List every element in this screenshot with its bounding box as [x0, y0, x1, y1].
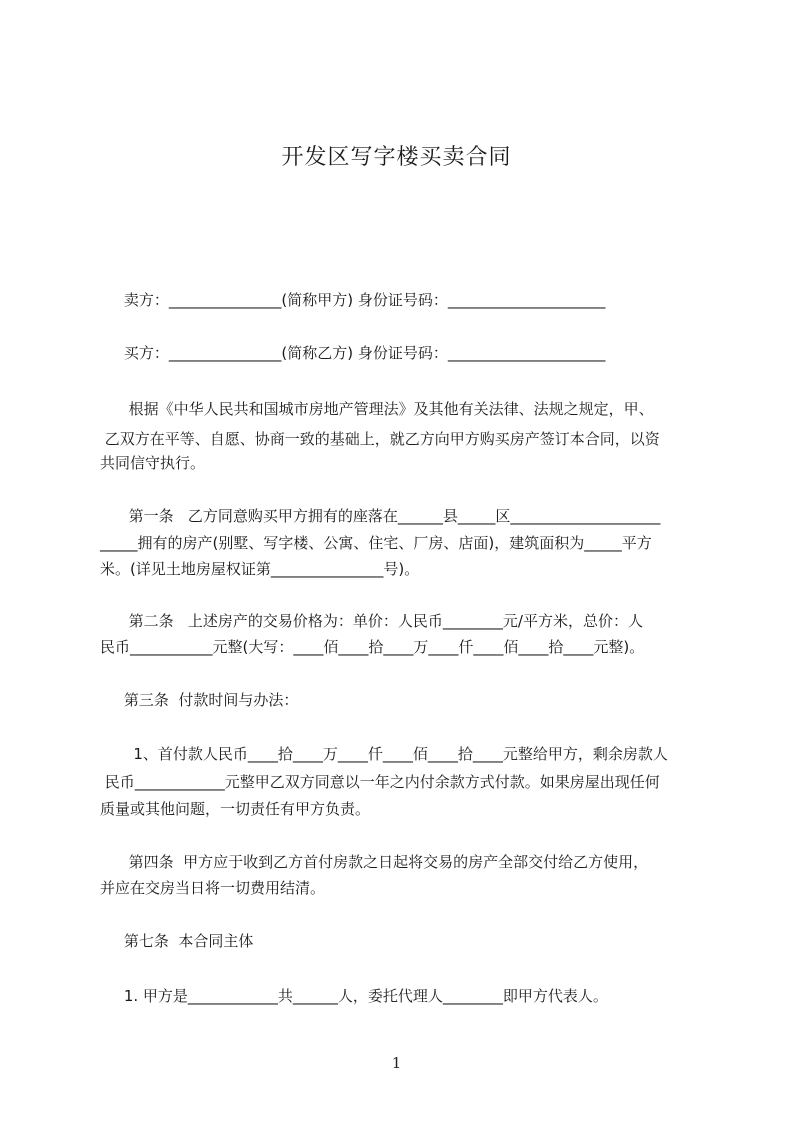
- payment-line-3: 质量或其他问题，一切责任有甲方负责。: [100, 800, 371, 818]
- article-4-line-2: 并应在交房当日将一切费用结清。: [100, 879, 326, 897]
- page-number: 1: [391, 1054, 402, 1072]
- document-title: 开发区写字楼买卖合同: [281, 145, 512, 170]
- party-a-line: 1. 甲方是____________共______人，委托代理人________即甲方代表人。: [100, 987, 608, 1005]
- article-3-heading: 第三条 付款时间与办法：: [100, 691, 299, 709]
- payment-line-2: 民币____________元整甲乙双方同意以一年之内付余款方式付款。如果房屋出现任何: [100, 773, 660, 791]
- article-2-line-2: 民币___________元整(大写：____佰____拾____万____仟____佰____拾____元整)。: [100, 638, 645, 656]
- article-7-heading: 第七条 本合同主体: [100, 932, 254, 950]
- payment-line-1: 1、首付款人民币____拾____万____仟____佰____拾____元整给甲方，剩余房款人: [100, 745, 668, 763]
- seller-line: 卖方：_______________(简称甲方) 身份证号码：_____________________: [100, 291, 606, 309]
- article-1-line-2: _____拥有的房产(别墅、写字楼、公寓、住宅、厂房、店面)，建筑面积为_____平方: [100, 534, 652, 552]
- preamble-line-3: 共同信守执行。: [100, 454, 206, 472]
- buyer-line: 买方：_______________(简称乙方) 身份证号码：_____________________: [100, 344, 606, 362]
- article-2-line-1: 第二条 上述房产的交易价格为：单价：人民币________元/平方米，总价：人: [100, 612, 643, 630]
- article-1-line-1: 第一条 乙方同意购买甲方拥有的座落在______县_____区____________________: [100, 507, 661, 525]
- preamble-line-2: 乙双方在平等、自愿、协商一致的基础上，就乙方向甲方购买房产签订本合同，以资: [100, 430, 660, 448]
- preamble-line-1: 根据《中华人民共和国城市房地产管理法》及其他有关法律、法规之规定，甲、: [100, 400, 654, 418]
- article-4-line-1: 第四条 甲方应于收到乙方首付房款之日起将交易的房产全部交付给乙方使用，: [100, 853, 649, 871]
- article-1-line-3: 米。(详见土地房屋权证第_______________号)。: [100, 560, 420, 578]
